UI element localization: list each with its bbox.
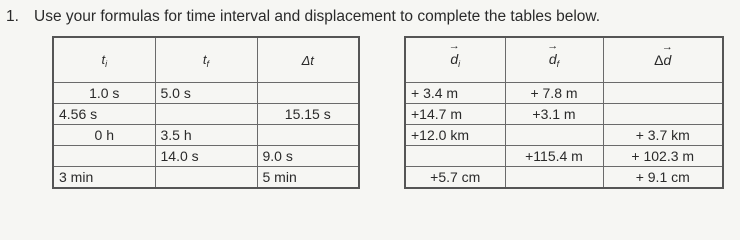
- disp-table-cell[interactable]: +5.7 cm: [405, 167, 505, 189]
- disp-table-row: [405, 146, 723, 167]
- time-table-cell[interactable]: [155, 104, 257, 125]
- disp-table-header-row: [405, 37, 723, 83]
- time-table-row: [53, 104, 359, 125]
- header-final-time: $t_f$: [155, 37, 257, 83]
- time-table-row: [53, 125, 359, 146]
- disp-table-cell[interactable]: +115.4 m: [505, 146, 603, 167]
- disp-table-cell[interactable]: +12.0 km: [405, 125, 505, 146]
- disp-table-cell[interactable]: + 3.4 m: [405, 83, 505, 104]
- time-table-cell[interactable]: [53, 146, 155, 167]
- time-table-cell[interactable]: 9.0 s: [257, 146, 359, 167]
- time-table-cell[interactable]: 5 min: [257, 167, 359, 189]
- time-table-row: [53, 83, 359, 104]
- time-table-cell[interactable]: 14.0 s: [155, 146, 257, 167]
- disp-table-cell[interactable]: [505, 125, 603, 146]
- time-table-cell[interactable]: 3.5 h: [155, 125, 257, 146]
- disp-table-cell[interactable]: +3.1 m: [505, 104, 603, 125]
- disp-table-cell[interactable]: + 9.1 cm: [603, 167, 723, 189]
- disp-table-cell[interactable]: + 7.8 m: [505, 83, 603, 104]
- header-initial-position: → $d_i$: [405, 37, 505, 83]
- disp-table-cell[interactable]: [505, 167, 603, 189]
- question-text: Use your formulas for time interval and displacement to complete the tables below.: [34, 8, 601, 25]
- time-table-cell[interactable]: 1.0 s: [53, 83, 155, 104]
- header-displacement: Δ→ d: [603, 37, 723, 83]
- disp-table-cell[interactable]: [405, 146, 505, 167]
- time-table-cell[interactable]: 3 min: [53, 167, 155, 189]
- question-number: 1.: [6, 8, 19, 25]
- time-table-cell[interactable]: [257, 125, 359, 146]
- header-time-interval: Δt: [257, 37, 359, 83]
- disp-table-row: [405, 125, 723, 146]
- time-table-cell[interactable]: [155, 167, 257, 189]
- disp-table-row: [405, 167, 723, 189]
- disp-table-cell[interactable]: + 102.3 m: [603, 146, 723, 167]
- disp-table-cell[interactable]: [603, 83, 723, 104]
- time-table-cell[interactable]: 5.0 s: [155, 83, 257, 104]
- time-table-header-row: [53, 37, 359, 83]
- time-interval-table: [52, 36, 360, 189]
- disp-table-cell[interactable]: [603, 104, 723, 125]
- time-table-cell[interactable]: 0 h: [53, 125, 155, 146]
- disp-table-row: [405, 83, 723, 104]
- time-table-cell[interactable]: 4.56 s: [53, 104, 155, 125]
- time-table-cell[interactable]: [257, 83, 359, 104]
- header-final-position: → $d_f$: [505, 37, 603, 83]
- disp-table-cell[interactable]: + 3.7 km: [603, 125, 723, 146]
- disp-table-cell[interactable]: +14.7 m: [405, 104, 505, 125]
- displacement-table: [404, 36, 724, 189]
- question-prompt: [6, 8, 600, 26]
- disp-table-row: [405, 104, 723, 125]
- time-table-cell[interactable]: 15.15 s: [257, 104, 359, 125]
- header-initial-time: $t_i$: [53, 37, 155, 83]
- time-table-row: [53, 167, 359, 189]
- time-table-row: [53, 146, 359, 167]
